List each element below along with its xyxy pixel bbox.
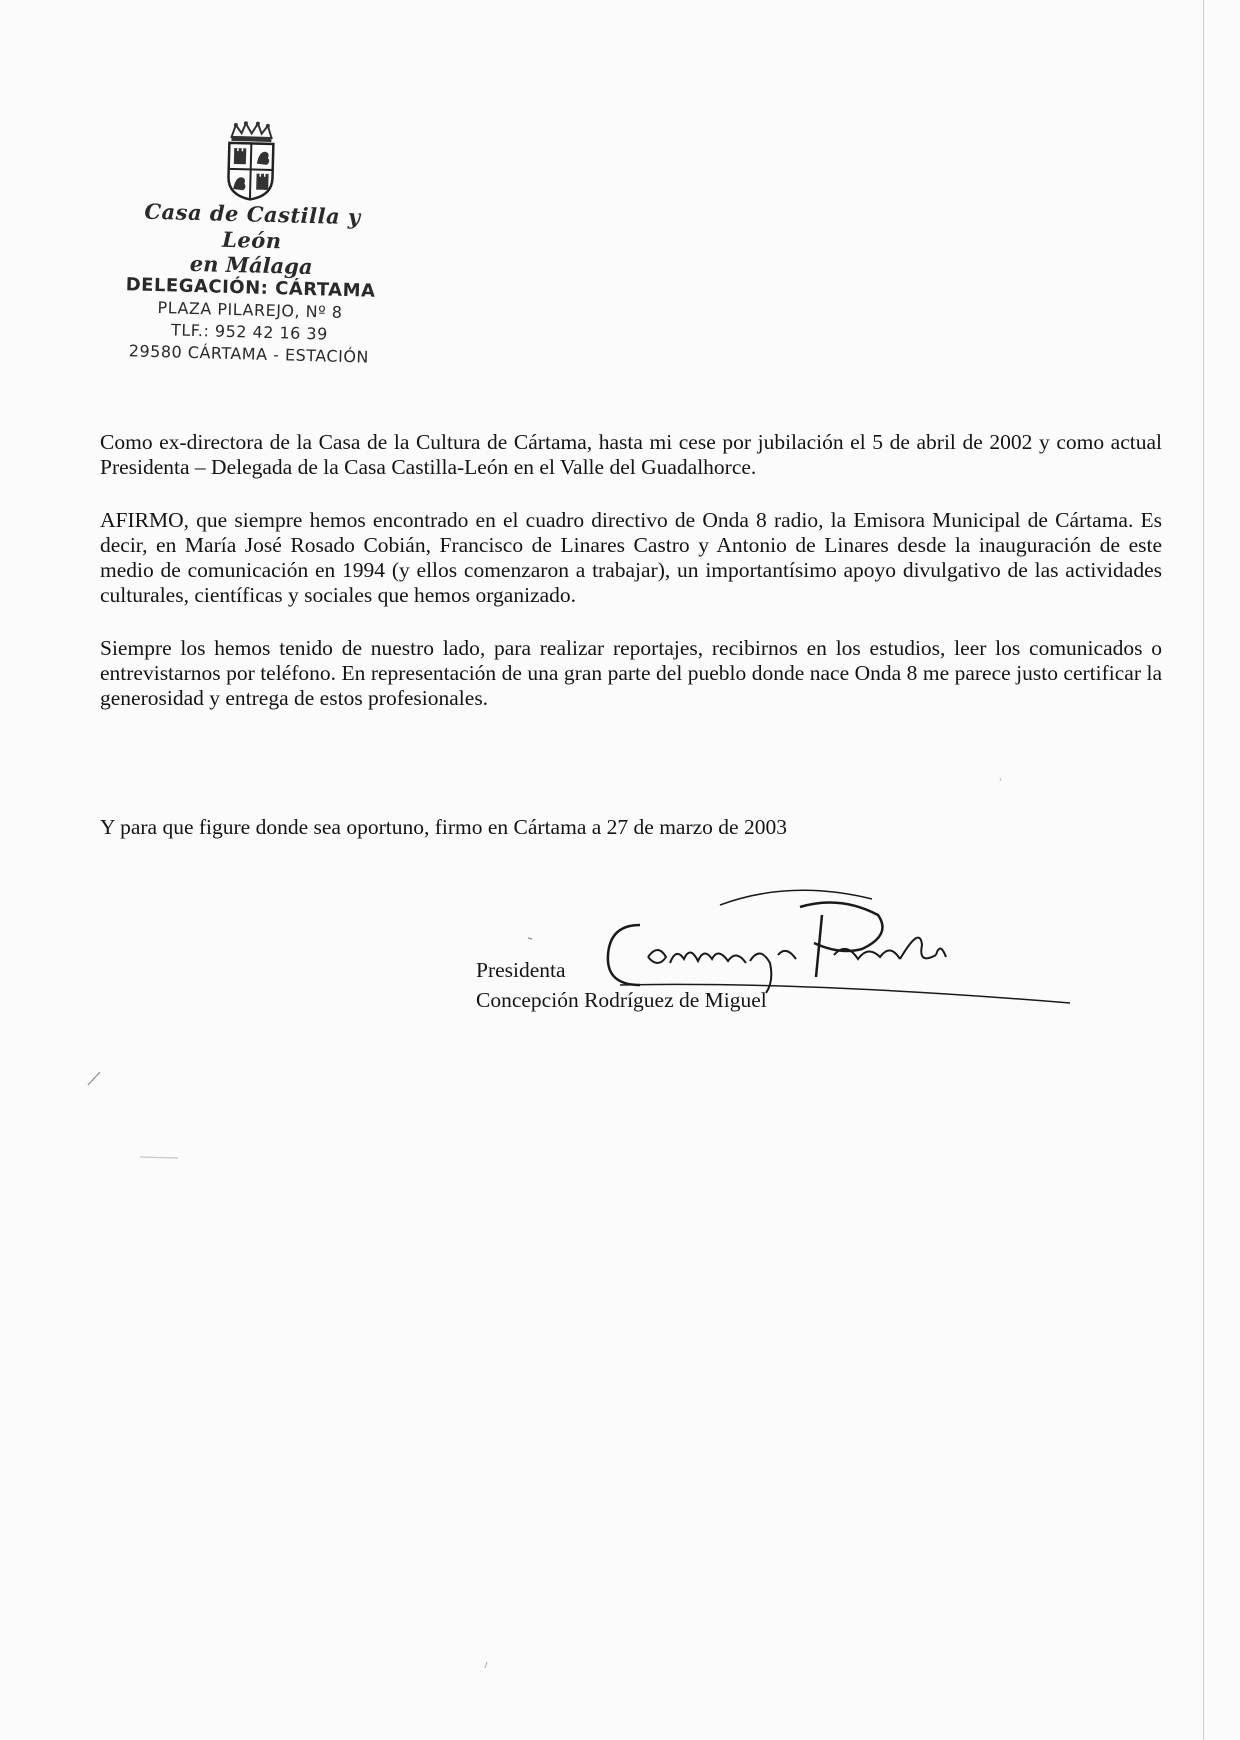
stamp-delegation: DELEGACIÓN: CÁRTAMA: [125, 274, 376, 302]
signature-block: [476, 955, 767, 1015]
paragraph-support: Siempre los hemos tenido de nuestro lado, para realizar reportajes, recibirnos en los estudios, leer los comunicados o entrevistarnos por teléfono. En representación de una gran parte del pueblo donde nace Onda 8 me parece justo certificar la generosidad y entrega de estos profesionales.: [100, 636, 1162, 710]
paragraph-intro: Como ex-directora de la Casa de la Cultura de Cártama, hasta mi cese por jubilación el 5 de abril de 2002 y como actual Presidenta – Delegada de la Casa Castilla-León en el Valle del Guadalhorce.: [100, 430, 1162, 479]
signer-name: Concepción Rodríguez de Miguel: [476, 988, 767, 1012]
closing-line: Y para que figure donde sea oportuno, firmo en Cártama a 27 de marzo de 2003: [100, 815, 787, 839]
stamp-city: en Málaga: [189, 250, 313, 280]
stamp-postal-code: 29580 CÁRTAMA - ESTACIÓN: [128, 341, 370, 367]
institution-stamp: [114, 118, 390, 369]
paragraph-affirmation: AFIRMO, que siempre hemos encontrado en el cuadro directivo de Onda 8 radio, la Emisora Municipal de Cártama. Es decir, en María José Rosado Cobián, Francisco de Linares Castro y Antonio de Linares desde la inauguración de este medio de comunicación en 1994 (y ellos comenzaron a trabajar), un importantísimo apoyo divulgativo de las actividades culturales, científicas y sociales que hemos organizado.: [100, 508, 1162, 607]
signer-role: Presidenta: [476, 958, 566, 982]
coat-of-arms-icon: [222, 121, 280, 202]
stamp-phone: TLF.: 952 42 16 39: [170, 320, 329, 344]
page-edge: [1203, 0, 1204, 1740]
stamp-address: PLAZA PILAREJO, Nº 8: [157, 298, 343, 322]
stamp-organization: Casa de Castilla y León: [144, 198, 361, 254]
letter-body: [100, 430, 1162, 739]
